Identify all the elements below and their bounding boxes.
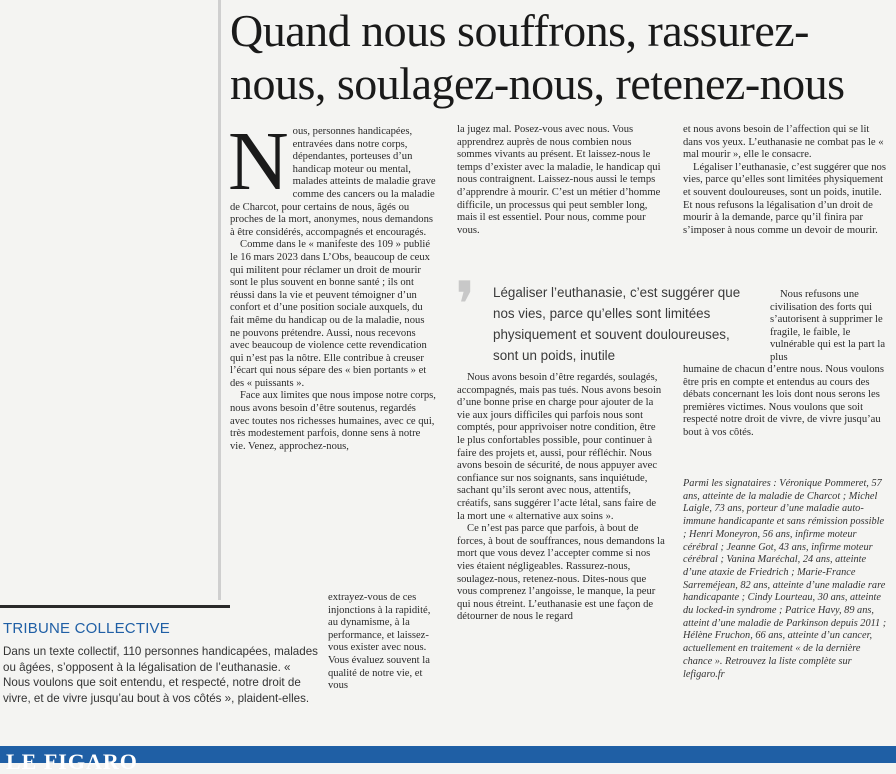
article-title	[230, 4, 896, 110]
quote-mark-icon: ❜	[455, 270, 476, 341]
article-paragraph: Face aux limites que nous impose notre corps, nous avons besoin d’être soutenus, regardés avec toutes nos richesses humaines, avec ce qui, très modestement parfois, donne sens à notre vie. Venez, approchez-nous,	[230, 390, 436, 452]
article-column-3-top	[683, 124, 891, 237]
tribune-heading: TRIBUNE COLLECTIVE	[3, 620, 170, 637]
article-paragraph: Ce n’est pas parce que parfois, à bout de forces, à bout de souffrances, nous demandons la mort que vous devez l’accepter comme si nos vies étaient négligeables. Rassurez-nous, soulagez-nous, retenez-nous. Dites-nous que vous comprenez l’angoisse, le manque, la peur qui nous étreint. L’euthanasie est une façon de détourner de nous le regard	[457, 523, 665, 623]
article-paragraph: Légaliser l’euthanasie, c’est suggérer que nos vies, parce qu’elles sont limitées physiquement et souvent douloureuses, sont un poids, inutile. Et nous refusons la légalisation d’un droit de mourir à la demande, parce qu’il finira par s’imposer à nous comme un devoir de mourir.	[683, 161, 886, 236]
article-text: ous, personnes handicapées, entravées dans notre corps, dépendantes, porteuses d’un handicap moteur ou mental, malades atteints de maladie grave comme des cancers ou la maladie de Charcot, pour certains de nous, âgés ou proches de la mort, anonymes, nous demandons à être considérés, accompagnés et encouragés.	[230, 126, 436, 238]
article-column-2-bottom	[457, 372, 665, 624]
article-paragraph: Comme dans le « manifeste des 109 » publié le 16 mars 2023 dans L’Obs, beaucoup de ceux qui militent pour réclamer un droit de mourir sont le plus souvent en bonne santé ; ils ont réussi dans la vie et peuvent témoigner d’un confort et d’une position sociale auxquels, du fait même du handicap ou de la maladie, nous ne pouvons prétendre. Aussi, nous recevons avec beaucoup de violence cette revendication qui n’est pas la nôtre. Elle contribue à creuser l’écart qui nous sépare des « bien portants » et des « puissants ».	[230, 239, 431, 389]
article-column-3-narrow	[770, 289, 891, 365]
tribune-lead: Dans un texte collectif, 110 personnes handicapées, malades ou âgées, s’opposent à la légalisation de l’euthanasie. « Nous voulons que soit entendu, et respecté, notre droit de vivre, et de vivre jusqu’au bout à vos côtés », plaident-elles.	[3, 645, 318, 705]
article-paragraph	[228, 115, 436, 239]
article-title-line-1: Quand nous souffrons, rassurez-	[230, 5, 809, 56]
article-column-1-continued	[328, 592, 436, 693]
column-divider	[218, 0, 221, 600]
drop-cap: N	[228, 115, 289, 208]
article-title-line-2: nous, soulagez-nous, retenez-nous	[230, 58, 845, 109]
newspaper-logo: LE FIGARO	[6, 749, 138, 774]
article-column-2-top	[457, 124, 665, 237]
article-paragraph: humaine de chacun d’entre nous. Nous voulons être pris en compte et entendus au cours des débats concernant les lois dont nous serons les premières victimes. Nous voulons que soit respecté notre droit de vivre, de vivre jusqu’au bout à vos côtés.	[683, 364, 884, 438]
pull-quote-text: Légaliser l’euthanasie, c’est suggérer que nos vies, parce qu’elles sont limitées physiquement et souvent douloureuses, sont un poids, inutile	[493, 285, 741, 363]
article-column-3-lower	[683, 364, 891, 440]
tribune-rule	[0, 605, 230, 608]
signatories-list: Parmi les signataires : Véronique Pommeret, 57 ans, atteinte de la maladie de Charcot ; Michel Laigle, 73 ans, porteur d’une maladie auto-immune handicapante et sans rémission possible ; Henri Moneyron, 56 ans, infirme moteur cérébral ; Jeanne Got, 43 ans, infirme moteur cérébral ; Vanina Maréchal, 24 ans, atteinte d’une ataxie de Friedrich ; Marie-France Sarreméjean, 82 ans, atteinte d’une maladie rare handicapante ; Cindy Lourteau, 30 ans, atteinte du locked-in syndrome ; Patrice Havy, 89 ans, atteint d’une maladie de Parkinson depuis 2011 ; Hélène Fruchon, 66 ans, atteinte d’un cancer, actuellement en traitement « de la dernière chance ». Retrouvez la liste complète sur lefigaro.fr	[683, 478, 887, 680]
article-paragraph: Nous refusons une civilisation des forts qui s’autorisent à supprimer le fragile, le faible, le vulnérable qui est la part la plus	[770, 289, 886, 363]
article-column-1	[228, 115, 436, 453]
article-paragraph: et nous avons besoin de l’affection qui se lit dans vos yeux. L’euthanasie ne combat pas le « mal mourir », elle le consacre.	[683, 124, 884, 161]
article-paragraph: Nous avons besoin d’être regardés, soulagés, accompagnés, mais pas tués. Nous avons besoin d’une bonne prise en charge pour ajouter de la vie aux jours difficiles qui parfois nous sont comptés, pour apprivoiser notre condition, être le plus confortables possible, pour continuer à faire des projets et, aussi, pour réfléchir. Nous avons besoin de sécurité, de nous appuyer avec confiance sur nos soignants, sans inquiétude, sachant qu’ils seront avec nous, attentifs, créatifs, sans suggérer l’acte létal, sans faire de la mort une « alternative aux soins ».	[457, 372, 662, 522]
article-paragraph: extrayez-vous de ces injonctions à la rapidité, au dynamisme, à la performance, et laissez-vous exister avec nous. Vous évaluez souvent la qualité de notre vie, et vous	[328, 592, 431, 692]
article-paragraph: la jugez mal. Posez-vous avec nous. Vous apprendrez auprès de nous combien nous sommes vivants au présent. Et laissez-nous le temps d’exister avec la maladie, le handicap qui nous contraignent. Laissez-nous aussi le temps d’apprendre à mourir. C’est un métier d’homme difficile, un processus qui peut sembler long, mais il est essentiel. Pour nous, comme pour vous.	[457, 124, 661, 236]
